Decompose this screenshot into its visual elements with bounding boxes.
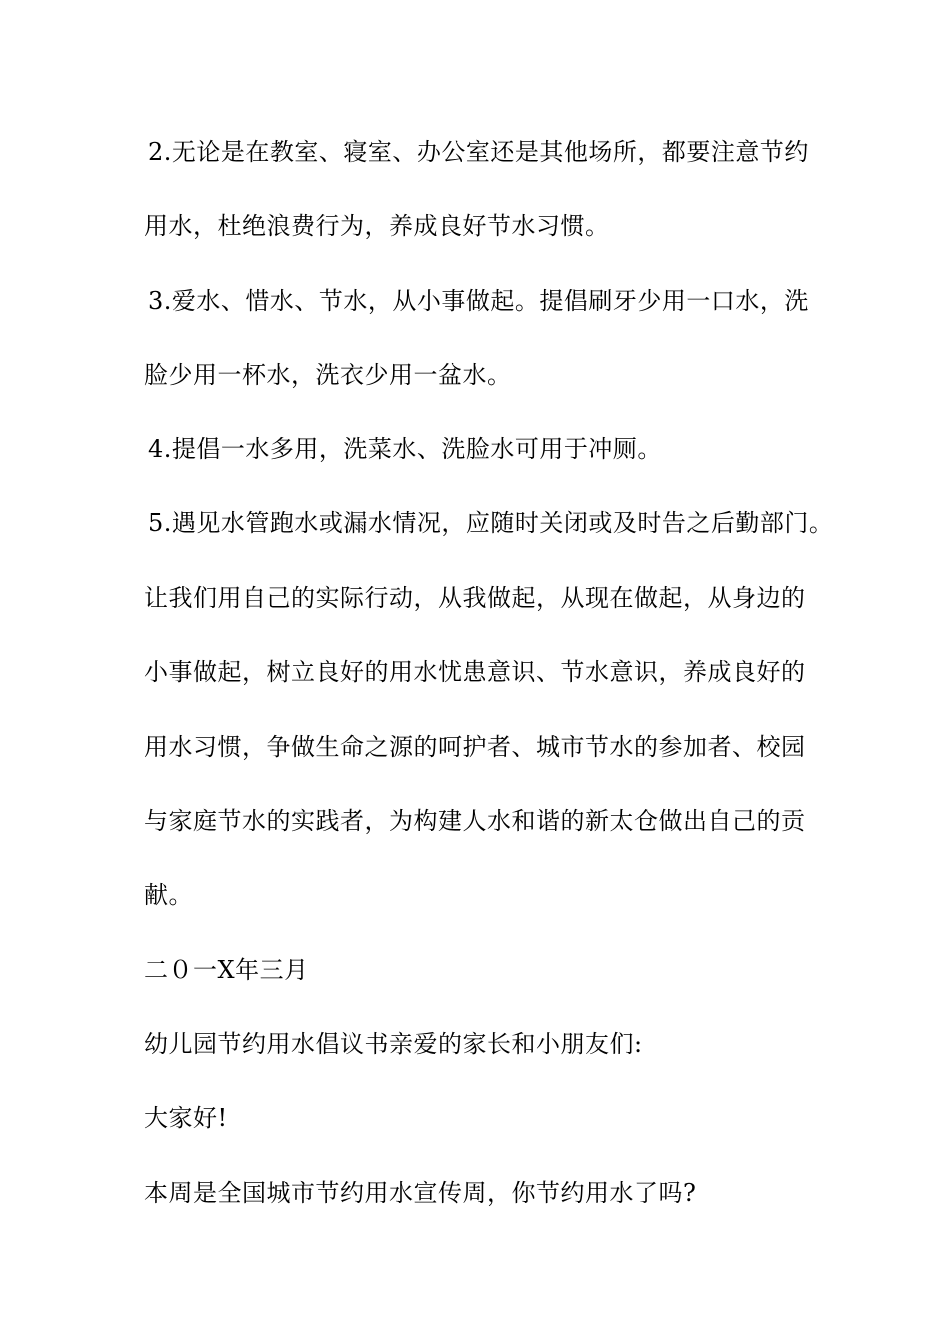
paragraph-item-3-line-2: 脸少用一杯水，洗衣少用一盆水。	[144, 361, 512, 389]
paragraph-item-5: 5.遇见水管跑水或漏水情况，应随时关闭或及时告之后勤部门。	[148, 509, 834, 537]
paragraph-closing-line-5: 献。	[144, 881, 193, 909]
paragraph-item-4: 4.提倡一水多用，洗菜水、洗脸水可用于冲厕。	[148, 435, 662, 463]
paragraph-item-2-line-1: 2.无论是在教室、寝室、办公室还是其他场所，都要注意节约	[148, 138, 809, 166]
date-line: 二０一X年三月	[144, 956, 309, 984]
paragraph-closing-line-1: 让我们用自己的实际行动，从我做起，从现在做起，从身边的	[144, 584, 806, 612]
proposal-title-salutation: 幼儿园节约用水倡议书亲爱的家长和小朋友们:	[144, 1030, 643, 1058]
opening-question-line: 本周是全国城市节约用水宣传周，你节约用水了吗?	[144, 1179, 697, 1207]
paragraph-closing-line-2: 小事做起，树立良好的用水忧患意识、节水意识，养成良好的	[144, 658, 806, 686]
paragraph-closing-line-4: 与家庭节水的实践者，为构建人水和谐的新太仓做出自己的贡	[144, 807, 806, 835]
greeting-line: 大家好!	[144, 1104, 228, 1132]
paragraph-item-3-line-1: 3.爱水、惜水、节水，从小事做起。提倡刷牙少用一口水，洗	[148, 287, 809, 315]
paragraph-item-2-line-2: 用水，杜绝浪费行为，养成良好节水习惯。	[144, 212, 610, 240]
paragraph-closing-line-3: 用水习惯，争做生命之源的呵护者、城市节水的参加者、校园	[144, 733, 806, 761]
